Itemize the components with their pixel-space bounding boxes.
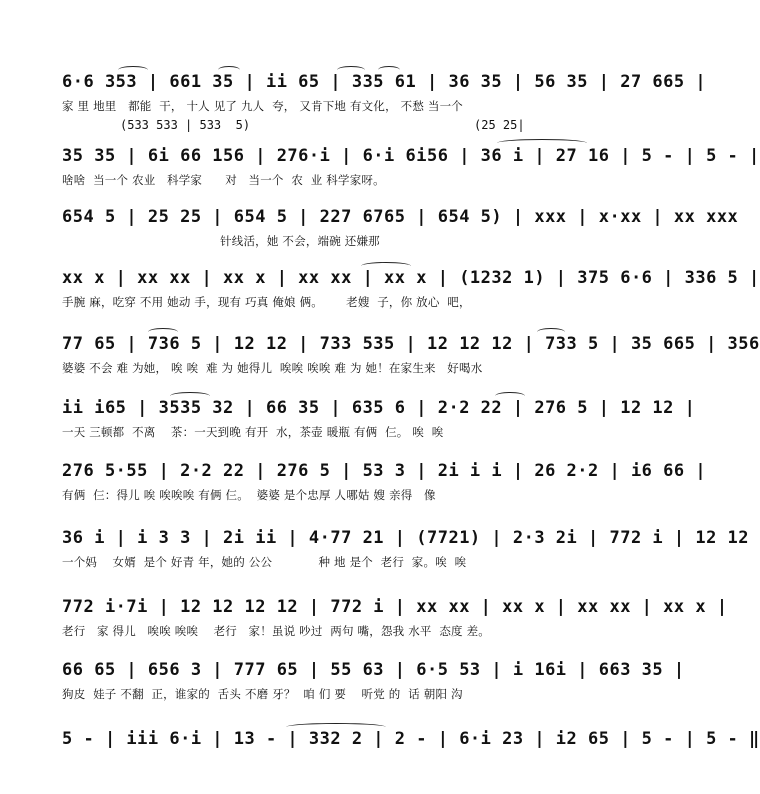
lyric-line: 老行 家 得儿 唉唉 唉唉 老行 家！虽说 吵过 两句 嘴，怨我 水平 态度 差。: [62, 624, 490, 638]
notation-line: 35 35 | 6i 66 156 | 276·i | 6·i 6i56 | 36 i | 27 16 | 5 - | 5 - |: [62, 146, 760, 166]
slur-mark: [361, 262, 411, 270]
lyric-line: 家 里 地里 都能 干， 十人 见了 九人 夸， 又肯下地 有文化， 不愁 当一个: [62, 99, 463, 113]
notation-line: 6·6 353 | 661 35 | ii 65 | 335 61 | 36 35 | 56 35 | 27 665 |: [62, 72, 707, 92]
notation-line: xx x | xx xx | xx x | xx xx | xx x | (1232 1) | 375 6·6 | 336 5 |: [62, 268, 760, 288]
slur-mark: [497, 139, 587, 147]
notation-line: 772 i·7i | 12 12 12 12 | 772 i | xx xx | xx x | xx xx | xx x |: [62, 597, 728, 617]
slur-mark: [537, 328, 565, 336]
lyric-line: 啥啥 当一个 农业 科学家 对 当一个 农 业 科学家呀。: [62, 173, 385, 187]
slur-mark: [218, 66, 240, 74]
slur-mark: [378, 66, 400, 74]
lyric-line: 有俩 仨：得儿 唉 唉唉唉 有俩 仨。 婆婆 是个忠厚 人哪姑 嫂 亲得 像: [62, 488, 436, 502]
lyric-line: 狗皮 娃子 不翻 正，谁家的 舌头 不磨 牙？ 咱 们 要 听党 的 话 朝阳 沟: [62, 687, 463, 701]
notation-line: 276 5·55 | 2·2 22 | 276 5 | 53 3 | 2i i i | 26 2·2 | i6 66 |: [62, 461, 707, 481]
slur-mark: [170, 392, 210, 400]
lyric-line: 婆婆 不会 难 为她， 唉 唉 难 为 她得儿 唉唉 唉唉 难 为 她！在家生来 好喝水: [62, 361, 483, 375]
slur-mark: [337, 66, 365, 74]
slur-mark: [495, 392, 525, 400]
lyric-line: 针线活，她 不会，端碗 还嫌那: [62, 234, 380, 248]
slur-mark: [148, 328, 178, 336]
notation-line: 66 65 | 656 3 | 777 65 | 55 63 | 6·5 53 | i 16i | 663 35 |: [62, 660, 685, 680]
notation-line: 5 - | iii 6·i | 13 - | 332 2 | 2 - | 6·i 23 | i2 65 | 5 - | 5 - ‖: [62, 729, 760, 749]
notation-line: 654 5 | 25 25 | 654 5 | 227 6765 | 654 5) | xxx | x·xx | xx xxx: [62, 207, 739, 227]
slur-mark: [118, 66, 148, 74]
lyric-line: 一天 三顿都 不离 茶：一天到晚 有开 水，茶壶 暖瓶 有俩 仨。 唉 唉: [62, 425, 444, 439]
notation-line: 36 i | i 3 3 | 2i ii | 4·77 21 | (7721) | 2·3 2i | 772 i | 12 12: [62, 528, 750, 548]
slur-mark: [286, 723, 386, 731]
lyric-line: 一个妈 女婿 是个 好青 年，她的 公公 种 地 是个 老行 家。唉 唉: [62, 555, 467, 569]
lyric-line: 手腕 麻，吃穿 不用 她动 手，现有 巧真 俺娘 俩。 老嫂 子，你 放心 吧，: [62, 295, 471, 309]
accompaniment-line: (533 533 | 533 5) (25 25|: [120, 118, 525, 132]
notation-line: ii i65 | 3535 32 | 66 35 | 635 6 | 2·2 22 | 276 5 | 12 12 |: [62, 398, 696, 418]
notation-line: 77 65 | 736 5 | 12 12 | 733 535 | 12 12 12 | 733 5 | 35 665 | 356: [62, 334, 760, 354]
